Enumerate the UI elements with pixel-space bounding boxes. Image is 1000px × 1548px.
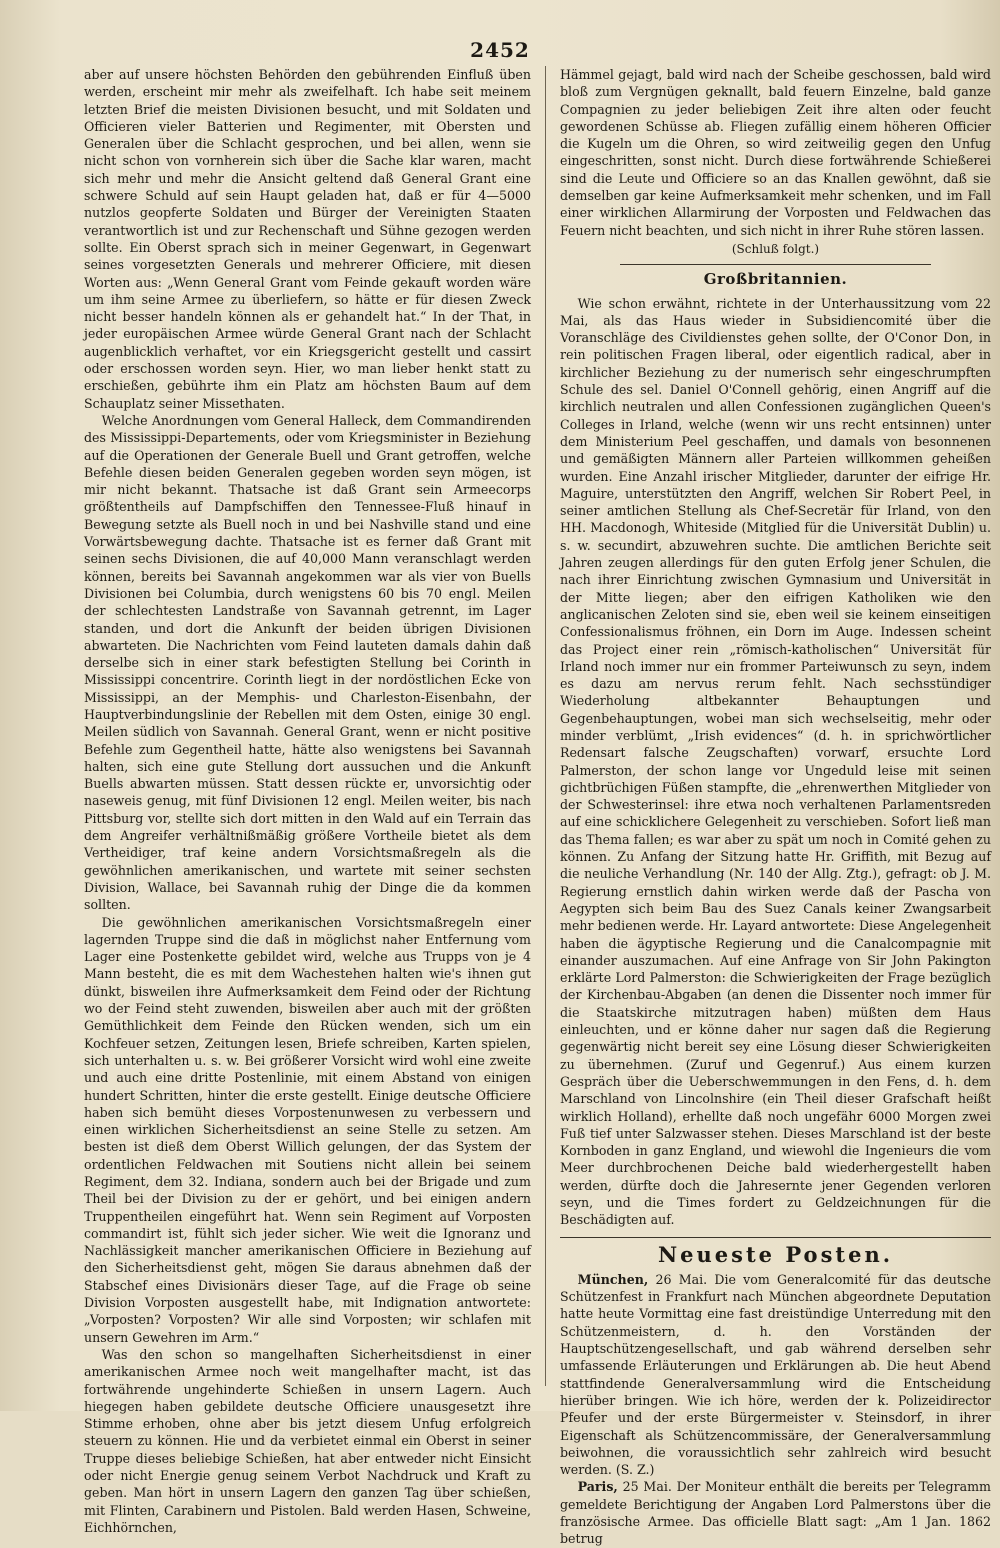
continued-note: (Schluß folgt.): [731, 241, 820, 256]
news-text: Die vom Generalcomité für das deutsche Schützenfest in Frankfurt nach München abgeordnete Deputation hatte heute Vormittag eine fast dreistündige Unterredung mit den Schützenmeistern, d. h. den Vorständen der Hauptschützengesellschaft, und gab während derselben sehr umfassende Erläuterungen und Erklärungen ab. Die heut Abend stattfindende Generalversammlung wird die Entscheidung hierüber bringen. Wie ich höre, werden der k. Polizeidirector Pfeufer und der erste Bürgermeister v. Steinsdorf, in ihrer Eigenschaft als Schützencommissäre, der Generalversammlung beiwohnen, die voraussichtlich sehr zahlreich wird besucht werden. (S. Z.): [560, 1271, 991, 1478]
dateline-date: 25 Mai.: [622, 1479, 672, 1495]
section-divider: [560, 1237, 991, 1238]
news-item-paris: [560, 1478, 991, 1547]
right-column: [560, 66, 991, 1547]
dateline-date: 26 Mai.: [655, 1271, 708, 1287]
article-paragraph: Welche Anordnungen vom General Halleck, dem Commandirenden des Mississippi-Departements, oder vom Kriegsminister in Beziehung auf die Operationen der Generale Buell und Grant getroffen, welche Befehle diesen beiden Generalen gegeben worden seyn mögen, ist mir nicht bekannt. Thatsache ist daß Grant sein Armeecorps größtentheils auf Dampfschiffen den Tennessee-Fluß hinauf in Bewegung setzte als Buell noch in und bei Nashville stand und eine Vorwärtsbewegung dachte. Thatsache ist es ferner daß Grant mit seinen sechs Divisionen, die auf 40,000 Mann veranschlagt werden können, bereits bei Savannah angekommen war als vier von Buells Divisionen bei Columbia, durch wenigstens 60 bis 70 engl. Meilen der schlechtesten Landstraße von Savannah getrennt, im Lager standen, und dort die Ankunft der beiden übrigen Divisionen abwarteten. Die Nachrichten vom Feind lauteten damals dahin daß derselbe sich in einer stark befestigten Stellung bei Corinth in Mississippi concentrire. Corinth liegt in der nordöstlichen Ecke von Mississippi, an der Memphis- und Charleston-Eisenbahn, der Hauptverbindungslinie der Rebellen mit dem Osten, einige 30 engl. Meilen südlich von Savannah. General Grant, wenn er nicht positive Befehle zum Gegentheil hatte, hätte also wenigstens bei Savannah halten, sich eine gute Stellung dort aussuchen und die Ankunft Buells abwarten müssen. Statt dessen rückte er, unvorsichtig oder naseweis genug, mit fünf Divisionen 12 engl. Meilen weiter, bis nach Pittsburg vor, stellte sich dort mitten in den Wald auf ein Terrain das dem Angreifer verhältnißmäßig größere Vortheile bietet als dem Vertheidiger, traf keine andern Vorsichtsmaßregeln als die gewöhnlichen amerikanischen, und wartete mit seiner sechsten Division, Wallace, bei Savannah ruhig der Dinge die da kommen sollten.: [84, 412, 531, 913]
section-divider: [620, 264, 931, 265]
article-paragraph: Die gewöhnlichen amerikanischen Vorsichtsmaßregeln einer lagernden Truppe sind die daß in möglichst naher Entfernung vom Lager eine Postenkette gebildet wird, welche aus Trupps von je 4 Mann besteht, die es mit dem Wachestehen halten wie's ihnen gut dünkt, bisweilen ihre Aufmerksamkeit dem Feind oder der Richtung wo der Feind steht zuwenden, bisweilen aber auch mit der größten Gemüthlichkeit dem Feinde den Rücken wenden, sich um ein Kochfeuer setzen, Zeitungen lesen, Briefe schreiben, Karten spielen, sich unterhalten u. s. w. Bei größerer Vorsicht wird wohl eine zweite und auch eine dritte Postenlinie, mit einem Abstand von einigen hundert Schritten, hinter die erste gestellt. Einige deutsche Officiere haben sich bemüht dieses Vorpostenunwesen zu verbessern und einen wirklichen Sicherheitsdienst an seine Stelle zu setzen. Am besten ist dieß dem Oberst Willich gelungen, der das System der ordentlichen Feldwachen mit Soutiens nicht allein bei seinem Regiment, dem 32. Indiana, sondern auch bei der Brigade und zum Theil bei der Division zu der er gehört, und bei einigen andern Truppentheilen eingeführt hat. Wenn sein Regiment auf Vorposten commandirt ist, fühlt sich jeder sicher. Wie weit die Ignoranz und Nachlässigkeit mancher amerikanischen Officiere in Beziehung auf den Sicherheitsdienst geht, mögen Sie daraus abnehmen daß der Stabschef eines Divisionärs dieser Tage, auf die Frage ob seine Division Vorposten ausgestellt habe, mit Indignation antwortete: „Vorposten? Vorposten? Wir alle sind Vorposten; wir schlafen mit unsern Gewehren im Arm.“: [84, 914, 531, 1345]
news-item-munich: [560, 1271, 991, 1479]
column-divider: [545, 66, 546, 1386]
article-paragraph: Hämmel gejagt, bald wird nach der Scheibe geschossen, bald wird bloß zum Vergnügen geknallt, bald feuern Einzelne, bald ganze Compagnien zu jeder beliebigen Zeit ihre alten oder feucht gewordenen Schüsse ab. Fliegen zufällig einem höheren Officier die Kugeln um die Ohren, so wird zeitweilig gegen den Unfug eingeschritten, sonst nicht. Durch diese fortwährende Schießerei sind die Leute und Officiere so an das Knallen gewöhnt, daß sie demselben gar keine Aufmerksamkeit mehr schenken, und im Fall einer wirklichen Allarmirung der Vorposten und Feldwachen das Feuern nicht beachten, und sich nicht in ihrer Ruhe stören lassen.: [560, 67, 991, 238]
section-heading-latest-news: Neueste Posten.: [657, 1241, 894, 1267]
section-heading-great-britain: Großbritannien.: [703, 270, 848, 289]
article-paragraph: aber auf unsere höchsten Behörden den gebührenden Einfluß üben werden, erscheint mir mehr als zweifelhaft. Ich habe seit meinem letzten Brief die meisten Divisionen besucht, und mit Soldaten und Officieren vieler Batterien und Regimenter, mit Obersten und Generalen über die Schlacht gesprochen, und bei allen, wenn sie nicht schon von vornherein sich über die Sache klar waren, macht sich mehr und mehr die Ansicht geltend daß General Grant eine schwere Schuld auf sein Haupt geladen hat, daß er für 4—5000 nutzlos geopferte Soldaten und Bürger der Vereinigten Staaten verantwortlich ist und zur Rechenschaft und Sühne gezogen werden sollte. Ein Oberst sprach sich in meiner Gegenwart, in Gegenwart seines vorgesetzten Generals und mehrerer Officiere, mit diesen Worten aus: „Wenn General Grant vom Feinde gekauft worden wäre um ihm seine Armee zu überliefern, so hätte er für diesen Zweck nicht besser handeln können als er gehandelt hat.“ In der That, in jeder europäischen Armee würde General Grant nach der Schlacht augenblicklich verhaftet, vor ein Kriegsgericht gestellt und cassirt oder erschossen worden seyn. Hier, wo man lieber henkt statt zu erschießen, gebührte ihm ein Platz am höchsten Baum auf dem Schauplatz seiner Missethaten.: [84, 67, 531, 411]
news-text: Der Moniteur enthält die bereits per Telegramm gemeldete Berichtigung der Angaben Lord Palmerstons über die französische Armee. Das officielle Blatt sagt: „Am 1 Jan. 1862 betrug: [560, 1479, 991, 1547]
page-number: 2452: [470, 38, 530, 62]
dateline-city: München,: [577, 1271, 649, 1287]
left-column: [84, 66, 531, 1535]
article-paragraph: Was den schon so mangelhaften Sicherheitsdienst in einer amerikanischen Armee noch weit mangelhafter macht, ist das fortwährende ungehinderte Schießen in unsern Lagern. Auch hiegegen haben gebildete deutsche Officiere unausgesetzt ihre Stimme erhoben, ohne aber bis jetzt diesem Unfug erfolgreich steuern zu können. Hie und da verbietet einmal ein Oberst in seiner Truppe dieses beliebige Schießen, hat aber entweder nicht Einsicht oder nicht Energie genug seinem Verbot Nachdruck und Kraft zu geben. Man hört in unsern Lagern den ganzen Tag über schießen, mit Flinten, Carabinern und Pistolen. Bald werden Hasen, Schweine, Eichhörnchen,: [84, 1346, 531, 1535]
dateline-city: Paris,: [577, 1479, 618, 1495]
article-paragraph: Wie schon erwähnt, richtete in der Unterhaussitzung vom 22 Mai, als das Haus wieder in Subsidiencomité über die Voranschläge des Civildienstes gehen sollte, der O'Conor Don, in rein politischen Fragen liberal, oder eigentlich radical, aber in kirchlicher Beziehung zu der numerisch sehr eingeschrumpften Schule des sel. Daniel O'Connell gehörig, einen Angriff auf die kirchlich neutralen und allen Confessionen zugänglichen Queen's Colleges in Irland, welche (wenn wir uns recht entsinnen) unter dem Ministerium Peel geschaffen, und damals von besonnenen und gemäßigten Männern aller Parteien willkommen geheißen wurden. Eine Anzahl irischer Mitglieder, darunter der eifrige Hr. Maguire, unterstützten den Angriff, welchen Sir Robert Peel, in seiner amtlichen Stellung als Chef-Secretär für Irland, von den HH. Macdonogh, Whiteside (Mitglied für die Universität Dublin) u. s. w. secundirt, abzuwehren suchte. Die amtlichen Berichte seit Jahren zeugen allerdings für den guten Erfolg jener Schulen, die nach ihrer Einrichtung zwischen Gymnasium und Universität in der Mitte liegen; aber den eifrigen Katholiken wie den anglicanischen Zeloten sind sie, eben weil sie keinem einseitigen Confessionalismus fröhnen, ein Dorn im Auge. Indessen scheint das Project einer rein „römisch-katholischen“ Universität für Irland noch immer nur ein frommer Parteiwunsch zu seyn, indem es dazu am nervus rerum fehlt. Nach sechsstündiger Wiederholung altbekannter Behauptungen und Gegenbehauptungen, wobei man sich wechselseitig, mehr oder minder verblümt, „Irish evidences“ (d. h. in sprichwörtlicher Redensart falsche Zeugschaften) vorwarf, ersuchte Lord Palmerston, der schon lange vor Ungeduld leise mit seinen gichtbrüchigen Füßen stampfte, die „ehrenwerthen Mitglieder von der Schwesterinsel: ihre etwa noch verhaltenen Parlamentsreden auf eine schicklichere Gelegenheit zu verschieben. Sofort ließ man das Thema fallen; es war aber zu spät um noch in Comité gehen zu können. Zu Anfang der Sitzung hatte Hr. Griffith, mit Bezug auf die neuliche Verhandlung (Nr. 140 der Allg. Ztg.), gefragt: ob J. M. Regierung ernstlich dahin wirken werde daß der Pascha von Aegypten sich beim Bau des Suez Canals keiner Zwangsarbeit mehr bedienen werde. Hr. Layard antwortete: Diese Angelegenheit haben die ägyptische Regierung und die Canalcompagnie mit einander auszumachen. Auf eine Anfrage von Sir John Pakington erklärte Lord Palmerston: die Schwierigkeiten der Frage bezüglich der Kirchenbau-Abgaben (an denen die Dissenter noch immer für die Staatskirche mitzutragen haben) müßten dem Haus einleuchten, und er könne daher nur sagen daß die Regierung gegenwärtig nicht bereit sey eine Lösung dieser Schwierigkeiten zu übernehmen. (Zuruf und Gegenruf.) Aus einem kurzen Gespräch über die Ueberschwemmungen in den Fens, d. h. dem Marschland von Lincolnshire (ein Theil dieser Grafschaft heißt wirklich Holland), erhellte daß noch ungefähr 6000 Morgen zwei Fuß tief unter Salzwasser stehen. Dieses Marschland ist der beste Kornboden in ganz England, und wiewohl die Ingenieurs die vom Meer durchbrochenen Deiche bald wiederhergestellt haben werden, dürfte doch die Jahresernte jener Gegenden verloren seyn, und die Times fordert zu Geldzeichnungen für die Beschädigten auf.: [560, 295, 991, 1228]
